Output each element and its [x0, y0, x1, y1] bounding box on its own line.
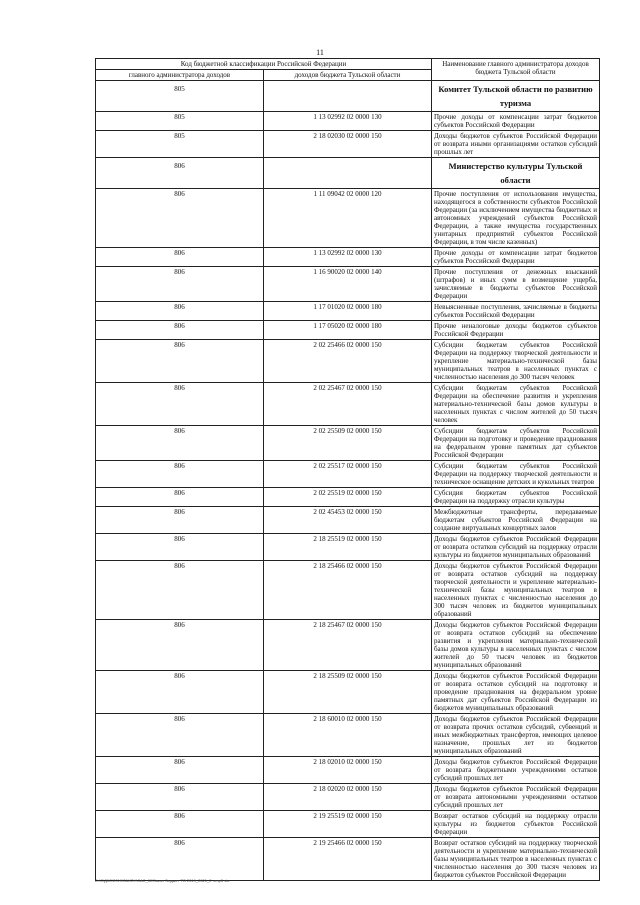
revenue-name-cell: Субсидии бюджетам субъектов Российской Федерации на поддержку творческой деятельности и техническое оснащение детских и кукольных театров — [432, 461, 600, 488]
admin-code-cell: 806 — [96, 811, 264, 838]
section-row — [96, 158, 600, 189]
revenue-code-cell: 1 13 02992 02 0000 130 — [264, 248, 432, 267]
table-row — [96, 461, 600, 488]
admin-code-cell: 806 — [96, 620, 264, 671]
table-row — [96, 784, 600, 811]
revenue-name-cell: Прочие доходы от компенсации затрат бюджетов субъектов Российской Федерации — [432, 248, 600, 267]
administrator-name-header: Наименование главного администратора доходов бюджета Тульской области — [432, 59, 600, 81]
revenue-code-cell: 2 18 02030 02 0000 150 — [264, 131, 432, 158]
table-row — [96, 267, 600, 302]
revenue-code-cell: 2 18 60010 02 0000 150 — [264, 714, 432, 757]
table-row — [96, 757, 600, 784]
admin-code-cell: 806 — [96, 158, 264, 189]
revenue-code-cell: 2 02 25466 02 0000 150 — [264, 340, 432, 383]
revenue-code-cell: 2 18 25467 02 0000 150 — [264, 620, 432, 671]
admin-code-cell: 806 — [96, 461, 264, 488]
revenue-code-cell: 2 02 25517 02 0000 150 — [264, 461, 432, 488]
revenue-code-header: доходов бюджета Тульской области — [264, 70, 432, 81]
table-row — [96, 302, 600, 321]
section-row — [96, 81, 600, 112]
admin-code-cell: 805 — [96, 131, 264, 158]
revenue-code-cell: 2 19 25519 02 0000 150 — [264, 811, 432, 838]
revenue-code-cell: 2 18 02020 02 0000 150 — [264, 784, 432, 811]
revenue-name-cell: Субсидии бюджетам субъектов Российской Федерации на поддержку творческой деятельности и укрепление материально-технической базы муниципальных театров в населенных пунктах с численностью населения до 300 тысяч человек — [432, 340, 600, 383]
revenue-code-cell: 2 02 45453 02 0000 150 — [264, 507, 432, 534]
admin-code-cell: 806 — [96, 189, 264, 248]
revenue-code-cell: 2 18 25509 02 0000 150 — [264, 671, 432, 714]
table-header-row — [96, 59, 600, 70]
admin-code-cell: 806 — [96, 340, 264, 383]
revenue-name-cell: Прочие поступления от использования имущества, находящегося в собственности субъектов Российской Федерации (за исключением имущества бюджетных и автономных учреждений субъектов Российской Федерации, а также имущества государственных унитарных предприятий субъектов Российской Федерации, в том числе казенных) — [432, 189, 600, 248]
table-row — [96, 811, 600, 838]
revenue-name-cell: Субсидии бюджетам субъектов Российской Федерации на обеспечение развития и укрепления материально-технической базы домов культуры в населенных пунктах с числом жителей до 50 тысяч человек — [432, 383, 600, 426]
revenue-code-cell — [264, 158, 432, 189]
revenue-code-cell: 1 13 02992 02 0000 130 — [264, 112, 432, 131]
admin-code-cell: 806 — [96, 714, 264, 757]
budget-code-group-header: Код бюджетной классификации Российской Федерации — [96, 59, 432, 70]
revenue-name-cell: Прочие неналоговые доходы бюджетов субъектов Российской Федерации — [432, 321, 600, 340]
revenue-code-cell: 2 02 25467 02 0000 150 — [264, 383, 432, 426]
revenue-code-cell: 1 11 09042 02 0000 120 — [264, 189, 432, 248]
table-row — [96, 383, 600, 426]
table-row — [96, 321, 600, 340]
revenue-name-cell: Возврат остатков субсидий на поддержку отрасли культуры из бюджетов субъектов Российской Федерации — [432, 811, 600, 838]
table-row — [96, 671, 600, 714]
revenue-name-cell: Субсидии бюджетам субъектов Российской Федерации на подготовку и проведение празднования на федеральном уровне памятных дат субъектов Российской Федерации — [432, 426, 600, 461]
revenue-name-cell: Доходы бюджетов субъектов Российской Федерации от возврата остатков субсидий на обеспечение развития и укрепления материально-технической базы домов культуры в населенных пунктах с числом жителей до 50 тысяч человек из бюджетов муниципальных образований — [432, 620, 600, 671]
admin-code-cell: 806 — [96, 426, 264, 461]
table-row — [96, 189, 600, 248]
revenue-name-cell: Доходы бюджетов субъектов Российской Федерации от возврата остатков субсидий на поддержку отрасли культуры из бюджетов муниципальных образований — [432, 534, 600, 561]
revenue-name-cell: Доходы бюджетов субъектов Российской Федерации от возврата автономными учреждениями остатков субсидий прошлых лет — [432, 784, 600, 811]
table-row — [96, 534, 600, 561]
revenue-name-cell: Прочие доходы от компенсации затрат бюджетов субъектов Российской Федерации — [432, 112, 600, 131]
admin-code-header: главного администратора доходов — [96, 70, 264, 81]
admin-code-cell: 805 — [96, 81, 264, 112]
admin-code-cell: 806 — [96, 302, 264, 321]
admin-code-cell: 806 — [96, 267, 264, 302]
revenue-name-cell: Доходы бюджетов субъектов Российской Федерации от возврата прочих остатков субсидий, субвенций и иных межбюджетных трансфертов, имеющих целевое назначение, прошлых лет из бюджетов муниципальных образований — [432, 714, 600, 757]
table-row — [96, 561, 600, 620]
admin-code-cell: 806 — [96, 507, 264, 534]
table-row — [96, 426, 600, 461]
administrator-name-cell: Министерство культуры Тульской области — [432, 158, 600, 189]
table-row — [96, 507, 600, 534]
admin-code-cell: 806 — [96, 248, 264, 267]
revenue-code-cell: 2 18 25466 02 0000 150 — [264, 561, 432, 620]
table-row — [96, 112, 600, 131]
revenue-name-cell: Субсидия бюджетам субъектов Российской Федерации на поддержку отрасли культуры — [432, 488, 600, 507]
admin-code-cell: 806 — [96, 838, 264, 881]
admin-code-cell: 806 — [96, 561, 264, 620]
table-row — [96, 248, 600, 267]
revenue-code-cell: 2 19 25466 02 0000 150 — [264, 838, 432, 881]
table-row — [96, 488, 600, 507]
table-row — [96, 340, 600, 383]
admin-code-cell: 805 — [96, 112, 264, 131]
admin-code-cell: 806 — [96, 534, 264, 561]
revenue-name-cell: Доходы бюджетов субъектов Российской Федерации от возврата иными организациями остатков субсидий прошлых лет — [432, 131, 600, 158]
admin-code-cell: 806 — [96, 757, 264, 784]
revenue-name-cell: Доходы бюджетов субъектов Российской Федерации от возврата бюджетными учреждениями остатков субсидий прошлых лет — [432, 757, 600, 784]
revenue-code-cell: 2 02 25509 02 0000 150 — [264, 426, 432, 461]
file-path-footer: D:\C\ДКС\2019\ЗАКОН\ЗАС_60\Закон бюджет ТО 2019_2021_2 чтпр5 vlo — [95, 878, 230, 883]
revenue-name-cell: Межбюджетные трансферты, передаваемые бюджетам субъектов Российской Федерации на создание виртуальных концертных залов — [432, 507, 600, 534]
revenue-code-cell: 1 17 05020 02 0000 180 — [264, 321, 432, 340]
revenue-code-cell: 2 18 02010 02 0000 150 — [264, 757, 432, 784]
admin-code-cell: 806 — [96, 671, 264, 714]
revenue-code-cell: 2 18 25519 02 0000 150 — [264, 534, 432, 561]
page-number: 11 — [316, 48, 324, 57]
administrator-name-cell: Комитет Тульской области по развитию туризма — [432, 81, 600, 112]
admin-code-cell: 806 — [96, 383, 264, 426]
revenue-code-cell: 2 02 25519 02 0000 150 — [264, 488, 432, 507]
admin-code-cell: 806 — [96, 784, 264, 811]
revenue-name-cell: Возврат остатков субсидий на поддержку творческой деятельности и укрепление материально-технической базы муниципальных театров в населенных пунктах с численностью населения до 300 тысяч человек из бюджетов субъектов Российской Федерации — [432, 838, 600, 881]
revenue-name-cell: Невыясненные поступления, зачисляемые в бюджеты субъектов Российской Федерации — [432, 302, 600, 321]
revenue-name-cell: Доходы бюджетов субъектов Российской Федерации от возврата остатков субсидий на подготовку и проведение празднования на федеральном уровне памятных дат субъектов Российской Федерации из бюджетов муниципальных образований — [432, 671, 600, 714]
revenue-code-cell — [264, 81, 432, 112]
revenue-name-cell: Прочие поступления от денежных взысканий (штрафов) и иных сумм в возмещение ущерба, зачисляемые в бюджеты субъектов Российской Федерации — [432, 267, 600, 302]
admin-code-cell: 806 — [96, 488, 264, 507]
table-row — [96, 714, 600, 757]
revenue-name-cell: Доходы бюджетов субъектов Российской Федерации от возврата остатков субсидий на поддержку творческой деятельности и укрепление материально-технической базы муниципальных театров в населенных пунктах с численностью населения до 300 тысяч человек из бюджетов муниципальных образований — [432, 561, 600, 620]
table-body — [96, 81, 600, 881]
table-row — [96, 838, 600, 881]
revenue-administrators-table — [95, 58, 600, 881]
revenue-code-cell: 1 17 01020 02 0000 180 — [264, 302, 432, 321]
revenue-code-cell: 1 16 90020 02 0000 140 — [264, 267, 432, 302]
table-row — [96, 131, 600, 158]
table-row — [96, 620, 600, 671]
admin-code-cell: 806 — [96, 321, 264, 340]
